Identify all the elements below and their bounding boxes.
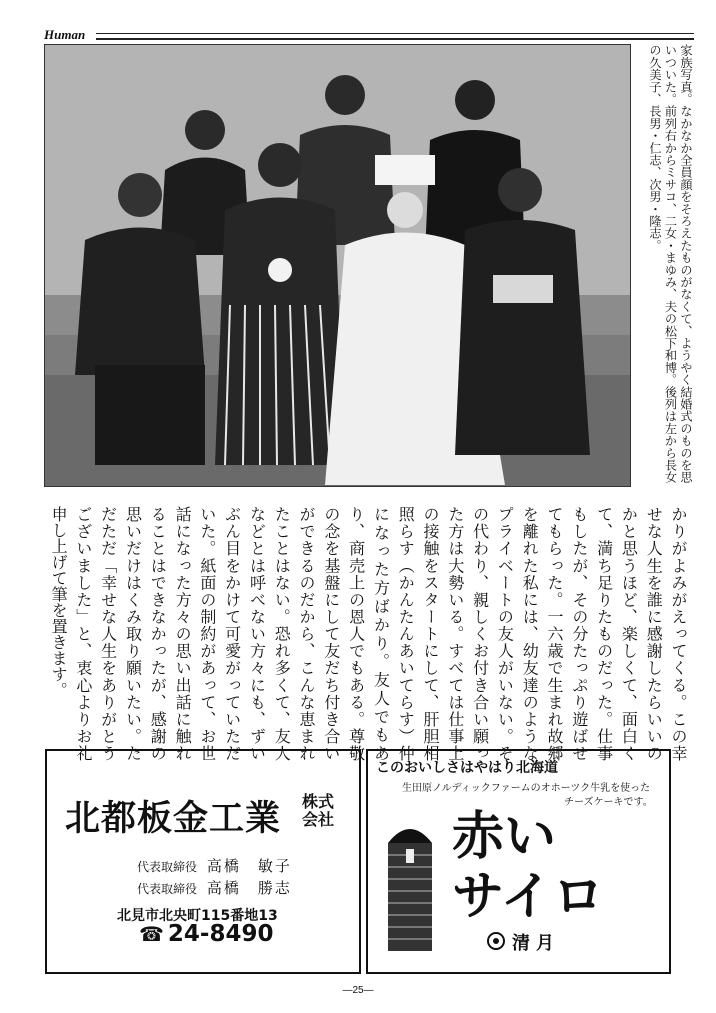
family-photo [44, 44, 631, 487]
company-phone [139, 921, 274, 947]
representative-row [137, 855, 292, 876]
rep-role: 代表取締役 [137, 860, 198, 874]
seigetsu-logo-icon [486, 931, 506, 951]
ad-slogan: このおいしさはやはり北海道 [376, 760, 558, 776]
page-number: —25— [342, 985, 374, 996]
photo-caption: 家族写真。なかなか全員顔をそろえたものがなくて、ようやく結婚式のものを思いついた。前列右からミサコ、二女・まゆみ、夫の松下和博。後列は左から長女の久美子、長男・仁志、次男・隆志。 [648, 44, 693, 484]
product-name [452, 807, 604, 927]
maker-name: 清月 [512, 933, 560, 954]
rep-name: 高橋 敏子 [206, 857, 292, 875]
ad-hokuto-bankin [45, 749, 361, 974]
section-label: Human [44, 27, 86, 42]
page-header [44, 28, 694, 42]
rep-name: 高橋 勝志 [206, 879, 292, 897]
ad-subcopy: チーズケーキです。 [564, 797, 653, 808]
product-line: サイロ [452, 866, 605, 927]
ad-akai-silo [366, 749, 671, 974]
article-paragraph: かりがよみがえってくる。この幸せな人生を誰に感謝したらいいのかと思うほど、楽しくて、面白くて、満ち足りたものだった。仕事もしたが、その分たっぷり遊ばせてもらった。一六歳で生まれ故郷を離れた私には、幼友達のようなプライベートの友人がいない。その代わり、親しくお付き合い願った方は大勢いる。すべては仕事上の接触をスタートにして、肝胆相照らす（かんたんあいてらす）仲になった方ばかり。友人でもあり、商売上の恩人でもある。尊敬の念を基盤にして友だち付き合いができるのだから、こんな恵まれたことはない。恐れ多くて、友人などとは呼べない方々にも、ずいぶん目をかけて可愛がっていただいた。紙面の制約があって、お世話になった方々の思い出話に触れることはできなかったが、感謝の思いだけはくみ取り願いたい。ただただ「幸せな人生をありがとうございました」と、衷心よりお礼申し上げて筆を置きます。 [49, 506, 688, 761]
product-line: 赤い [452, 806, 557, 867]
ad-subcopy: 生田原ノルディックファームのオホーツク牛乳を使った [402, 783, 651, 794]
silo-illustration [384, 815, 436, 955]
header-rule [96, 33, 694, 40]
article-body [46, 506, 690, 761]
representative-row [137, 877, 292, 898]
phone-number: 24-8490 [167, 921, 274, 947]
rep-role: 代表取締役 [137, 882, 198, 896]
company-address: 北見市北央町115番地13 [117, 908, 278, 924]
company-name: 北都板金工業 [65, 799, 282, 839]
company-suffix: 株式会社 [302, 792, 335, 829]
phone-icon: ☎ [139, 922, 164, 946]
